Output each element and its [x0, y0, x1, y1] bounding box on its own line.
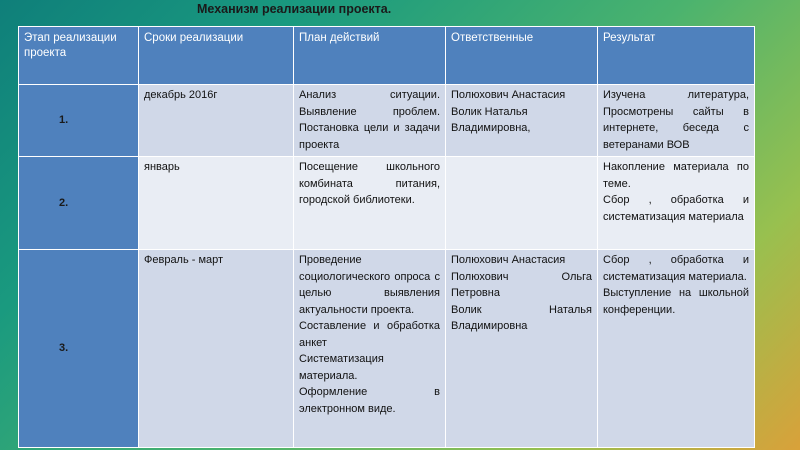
stage-cell: 3. [19, 250, 139, 448]
responsible-cell: Полюхович Анастасия Волик Наталья Владимировна, [446, 85, 598, 157]
header-result: Результат [598, 27, 755, 85]
plan-cell: Анализ ситуации. Выявление проблем. Постановка цели и задачи проекта [294, 85, 446, 157]
result-cell: Изучена литература, Просмотрены сайты в интернете, беседа с ветеранами ВОВ [598, 85, 755, 157]
plan-line: Составление и обработка анкет [299, 320, 440, 349]
responsible-cell [446, 250, 598, 448]
dates-cell: декабрь 2016г [139, 85, 294, 157]
responsible-line: Полюхович Ольга Петровна [451, 270, 592, 299]
plan-line: Систематизация материала. [299, 353, 384, 382]
header-plan: План действий [294, 27, 446, 85]
result-line: Накопление материала по теме. [603, 161, 749, 190]
table-row [19, 157, 755, 250]
plan-line: Проведение социологического опроса с целью выявления актуальности проекта. [299, 254, 440, 316]
plan-cell: Посещение школьного комбината питания, городской библиотеки. [294, 157, 446, 250]
responsible-line: Волик Наталья Владимировна [451, 303, 592, 332]
responsible-line: Полюхович Анастасия [451, 254, 566, 266]
result-cell [598, 157, 755, 250]
table-row [19, 85, 755, 157]
slide-title: Механизм реализации проекта. [197, 2, 392, 16]
stage-cell: 1. [19, 85, 139, 157]
project-implementation-table [18, 26, 755, 448]
responsible-cell [446, 157, 598, 250]
result-line: Сбор , обработка и систематизация материала. [603, 254, 749, 283]
table-header-row [19, 27, 755, 85]
table-row [19, 250, 755, 448]
result-line: Сбор , обработка и систематизация материала [603, 194, 749, 223]
header-stage: Этап реализации проекта [19, 27, 139, 85]
dates-cell: январь [139, 157, 294, 250]
result-cell [598, 250, 755, 448]
header-responsible: Ответственные [446, 27, 598, 85]
result-line: Выступление на школьной конференции. [603, 287, 749, 316]
plan-line: Оформление в электронном виде. [299, 386, 440, 415]
plan-cell [294, 250, 446, 448]
header-dates: Сроки реализации [139, 27, 294, 85]
dates-cell: Февраль - март [139, 250, 294, 448]
stage-cell: 2. [19, 157, 139, 250]
